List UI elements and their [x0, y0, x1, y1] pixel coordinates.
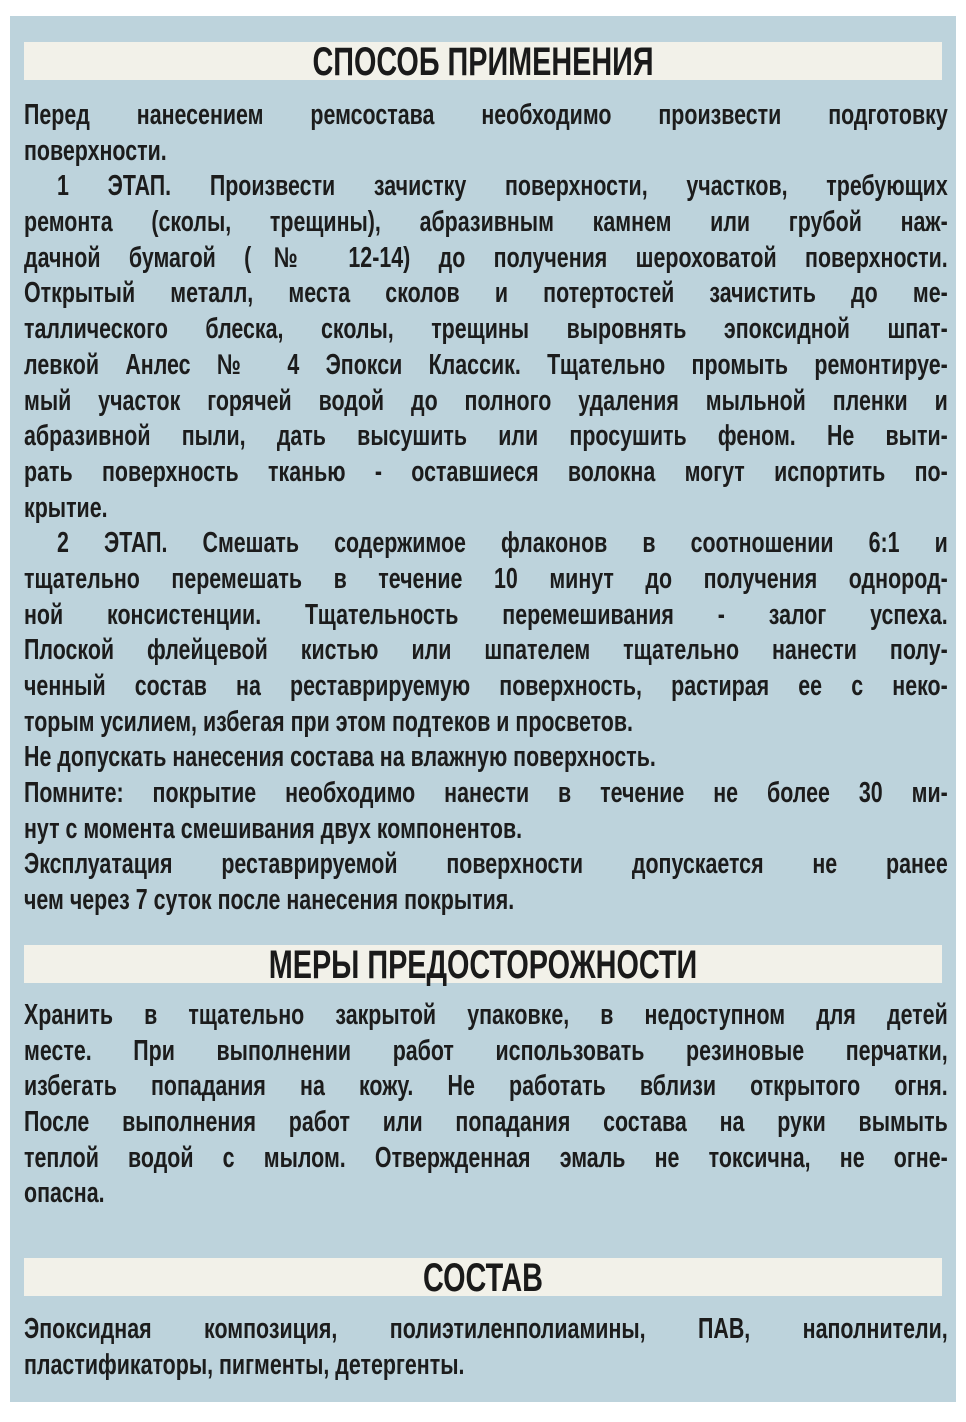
text-line	[24, 455, 948, 491]
text-line-content: ной консистенции. Тщательность перемешивания - залог успеха.	[24, 598, 948, 631]
text-line-content: дачной бумагой (№ 12-14) до получения шероховатой поверхности.	[24, 241, 948, 274]
precautions-text	[24, 998, 948, 1212]
text-line-content: чем через 7 суток после нанесения покрытия.	[24, 884, 515, 917]
text-line	[24, 1141, 948, 1177]
text-line-content: мый участок горячей водой до полного удаления мыльной пленки и	[24, 384, 948, 417]
text-line	[24, 705, 948, 741]
text-line-content: торым усилием, избегая при этом подтеков и просветов.	[24, 705, 633, 738]
text-line	[24, 419, 948, 455]
heading-usage	[24, 40, 942, 84]
text-line-content: Не допускать нанесения состава на влажную поверхность.	[24, 741, 656, 774]
text-line-content: Хранить в тщательно закрытой упаковке, в недоступном для детей	[24, 999, 948, 1031]
text-line-content: После выполнения работ или попадания состава на руки вымыть	[24, 1106, 948, 1139]
text-line-content: рать поверхность тканью - оставшиеся волокна могут испортить по-	[24, 455, 948, 488]
text-line-content: избегать попадания на кожу. Не работать вблизи открытого огня.	[24, 1070, 948, 1103]
text-line-content: Открытый металл, места сколов и потертостей зачистить до ме-	[24, 277, 948, 310]
text-line	[24, 883, 948, 919]
text-line-content: Плоской флейцевой кистью или шпателем тщательно нанести полу-	[24, 634, 948, 667]
text-line	[24, 491, 948, 527]
text-line-content: Эпоксидная композиция, полиэтиленполиамины, ПАВ, наполнители,	[24, 1313, 948, 1345]
text-line	[24, 348, 948, 384]
text-line-content: нут с момента смешивания двух компонентов.	[24, 812, 523, 845]
text-line-content: ченный состав на реставрируемую поверхность, растирая ее с неко-	[24, 670, 948, 702]
text-line	[24, 384, 948, 420]
text-line	[24, 1176, 948, 1212]
text-line	[24, 776, 948, 812]
text-line-content: крытие.	[24, 491, 108, 524]
text-line	[24, 998, 948, 1034]
text-line	[24, 598, 948, 634]
text-line-content: таллического блеска, сколы, трещины выровнять эпоксидной шпат-	[24, 313, 948, 346]
text-line	[24, 669, 948, 705]
usage-text	[24, 98, 948, 919]
text-line	[24, 812, 948, 848]
text-line	[24, 740, 948, 776]
heading-precautions	[24, 943, 942, 987]
text-line	[24, 633, 948, 669]
text-line	[24, 169, 948, 205]
text-line	[24, 1034, 948, 1070]
text-line	[24, 98, 948, 134]
text-line	[24, 1312, 948, 1348]
text-line	[24, 847, 948, 883]
text-line	[24, 1069, 948, 1105]
text-line-content: 1 ЭТАП. Произвести зачистку поверхности, участков, требующих	[57, 170, 948, 203]
text-line-content: левкой Анлес № 4 Эпокси Классик. Тщательно промыть ремонтируе-	[24, 348, 948, 381]
heading-usage-text: СПОСОБ ПРИМЕНЕНИЯ	[312, 40, 654, 84]
text-line	[24, 526, 948, 562]
text-line	[24, 276, 948, 312]
text-line-content: Эксплуатация реставрируемой поверхности допускается не ранее	[24, 848, 948, 881]
text-line-content: ремонта (сколы, трещины), абразивным камнем или грубой наж-	[24, 206, 948, 239]
text-line	[24, 562, 948, 598]
text-line-content: опасна.	[24, 1177, 105, 1210]
text-line-content: пластификаторы, пигменты, детергенты.	[24, 1348, 465, 1381]
text-line-content: Перед нанесением ремсостава необходимо произвести подготовку	[24, 99, 948, 131]
composition-text	[24, 1312, 948, 1383]
text-line	[24, 205, 948, 241]
text-line-content: теплой водой с мылом. Отвержденная эмаль не токсична, не огне-	[24, 1141, 948, 1174]
text-line-content: абразивной пыли, дать высушить или просушить феном. Не выти-	[24, 420, 948, 453]
text-line	[24, 312, 948, 348]
instruction-label	[10, 16, 956, 1402]
text-line	[24, 1348, 948, 1384]
text-line-content: 2 ЭТАП. Смешать содержимое флаконов в соотношении 6:1 и	[57, 527, 948, 560]
heading-composition	[24, 1256, 942, 1300]
heading-composition-text: СОСТАВ	[423, 1256, 543, 1300]
text-line-content: тщательно перемешать в течение 10 минут до получения однород-	[24, 562, 948, 595]
text-line	[24, 1105, 948, 1141]
text-line-content: месте. При выполнении работ использовать резиновые перчатки,	[24, 1034, 948, 1067]
text-line	[24, 134, 948, 170]
text-line-content: Помните: покрытие необходимо нанести в течение не более 30 ми-	[24, 777, 948, 810]
text-line	[24, 241, 948, 277]
text-line-content: поверхности.	[24, 134, 167, 167]
heading-precautions-text: МЕРЫ ПРЕДОСТОРОЖНОСТИ	[268, 943, 698, 987]
